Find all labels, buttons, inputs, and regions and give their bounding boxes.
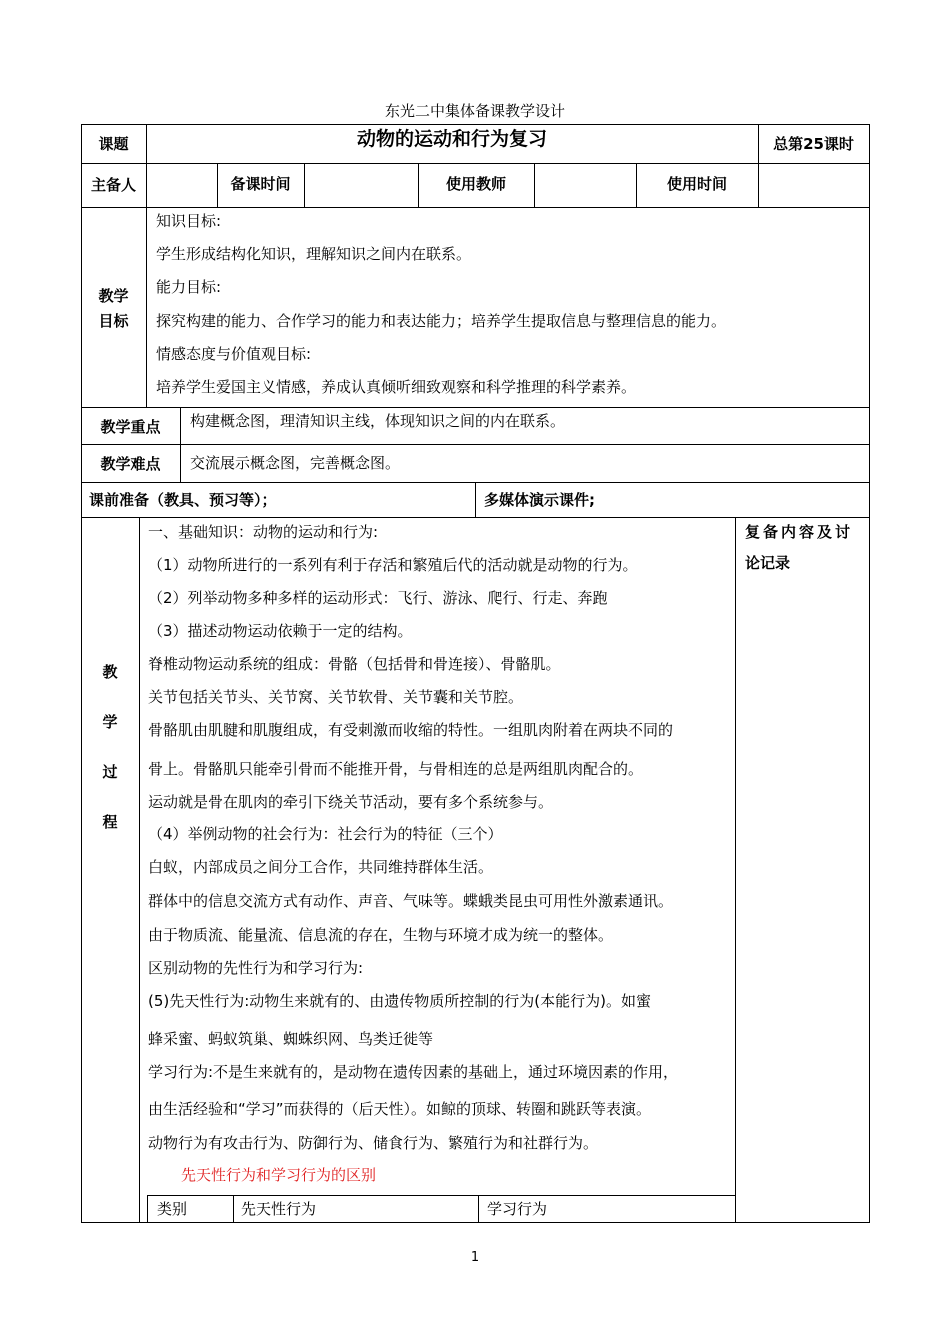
use-time-label: 使用时间 xyxy=(666,175,727,193)
goal-line: 知识目标: xyxy=(156,212,222,230)
process-line: 骨上。骨骼肌只能牵引骨而不能推开骨，与骨相连的总是两组肌肉配合的。 xyxy=(148,760,644,778)
goal-line: 能力目标: xyxy=(156,278,222,296)
process-line: 关节包括关节头、关节窝、关节软骨、关节囊和关节腔。 xyxy=(148,688,524,706)
key-point-label: 教学重点 xyxy=(100,418,161,436)
process-line: 白蚁，内部成员之间分工合作，共同维持群体生活。 xyxy=(148,858,494,876)
page-number: 1 xyxy=(470,1250,480,1265)
prep-left: 课前准备（教具、预习等）； xyxy=(89,491,277,509)
goal-line: 情感态度与价值观目标: xyxy=(156,345,312,363)
process-label-char: 教 xyxy=(102,663,118,681)
process-line: （3）描述动物运动依赖于一定的结构。 xyxy=(148,622,413,640)
process-label-char: 学 xyxy=(102,713,118,731)
process-line: 学习行为:不是生来就有的，是动物在遗传因素的基础上，通过环境因素的作用， xyxy=(148,1063,679,1081)
process-line: (5)先天性行为:动物生来就有的、由遗传物质所控制的行为(本能行为)。如蜜 xyxy=(148,992,652,1010)
process-label-char: 过 xyxy=(102,763,118,781)
goals-label-line1: 教学 xyxy=(98,287,129,305)
key-point-text: 构建概念图，理清知识主线，体现知识之间的内在联系。 xyxy=(190,412,566,430)
goal-line: 探究构建的能力、合作学习的能力和表达能力；培养学生提取信息与整理信息的能力。 xyxy=(156,312,727,330)
process-line: 动物行为有攻击行为、防御行为、储食行为、繁殖行为和社群行为。 xyxy=(148,1134,599,1152)
process-line: 区别动物的先性行为和学习行为: xyxy=(148,959,364,977)
process-line: 群体中的信息交流方式有动作、声音、气味等。蝶蛾类昆虫可用性外激素通讯。 xyxy=(148,892,674,910)
table-header-category: 类别 xyxy=(157,1200,188,1218)
lesson-topic: 动物的运动和行为复习 xyxy=(356,128,547,150)
process-line: （2）列举动物多种多样的运动形式：飞行、游泳、爬行、行走、奔跑 xyxy=(148,589,608,607)
process-line: 运动就是骨在肌肉的牵引下绕关节活动，要有多个系统参与。 xyxy=(148,793,554,811)
document-title: 东光二中集体备课教学设计 xyxy=(384,102,565,120)
process-line: 由于物质流、能量流、信息流的存在，生物与环境才成为统一的整体。 xyxy=(148,926,614,944)
process-line: 由生活经验和“学习”而获得的（后天性）。如鲸的顶球、转圈和跳跃等表演。 xyxy=(148,1100,652,1118)
process-label-char: 程 xyxy=(102,813,118,831)
review-notes-label: 复备内容及讨 xyxy=(745,523,854,541)
goal-line: 学生形成结构化知识，理解知识之间内在联系。 xyxy=(156,245,472,263)
process-line: （1）动物所进行的一系列有利于存活和繁殖后代的活动就是动物的行为。 xyxy=(148,556,638,574)
prep-right: 多媒体演示课件; xyxy=(484,491,595,509)
goal-line: 培养学生爱国主义情感，养成认真倾听细致观察和科学推理的科学素养。 xyxy=(156,378,637,396)
lesson-number: 总第25课时 xyxy=(773,135,854,153)
process-line: 骨骼肌由肌腱和肌腹组成，有受刺激而收缩的特性。一组肌肉附着在两块不同的 xyxy=(148,721,674,739)
preparer-label: 主备人 xyxy=(90,176,136,194)
goals-label-line2: 目标 xyxy=(98,312,129,330)
difficulty-label: 教学难点 xyxy=(100,455,161,473)
topic-label: 课题 xyxy=(98,135,129,153)
difficulty-text: 交流展示概念图，完善概念图。 xyxy=(190,454,401,472)
prep-time-label: 备课时间 xyxy=(230,175,291,193)
process-line: 蜂采蜜、蚂蚁筑巢、蜘蛛织网、鸟类迁徙等 xyxy=(148,1030,434,1048)
process-line: 一、基础知识：动物的运动和行为: xyxy=(148,523,379,541)
process-line: 脊椎动物运动系统的组成：骨骼（包括骨和骨连接）、骨骼肌。 xyxy=(148,655,561,673)
teacher-label: 使用教师 xyxy=(445,175,506,193)
review-notes-label-2: 论记录 xyxy=(745,554,791,572)
process-line: （4）举例动物的社会行为：社会行为的特征（三个） xyxy=(148,825,503,843)
comparison-heading: 先天性行为和学习行为的区别 xyxy=(181,1166,377,1184)
table-header-learned: 学习行为 xyxy=(487,1200,548,1218)
table-header-innate: 先天性行为 xyxy=(241,1200,317,1218)
